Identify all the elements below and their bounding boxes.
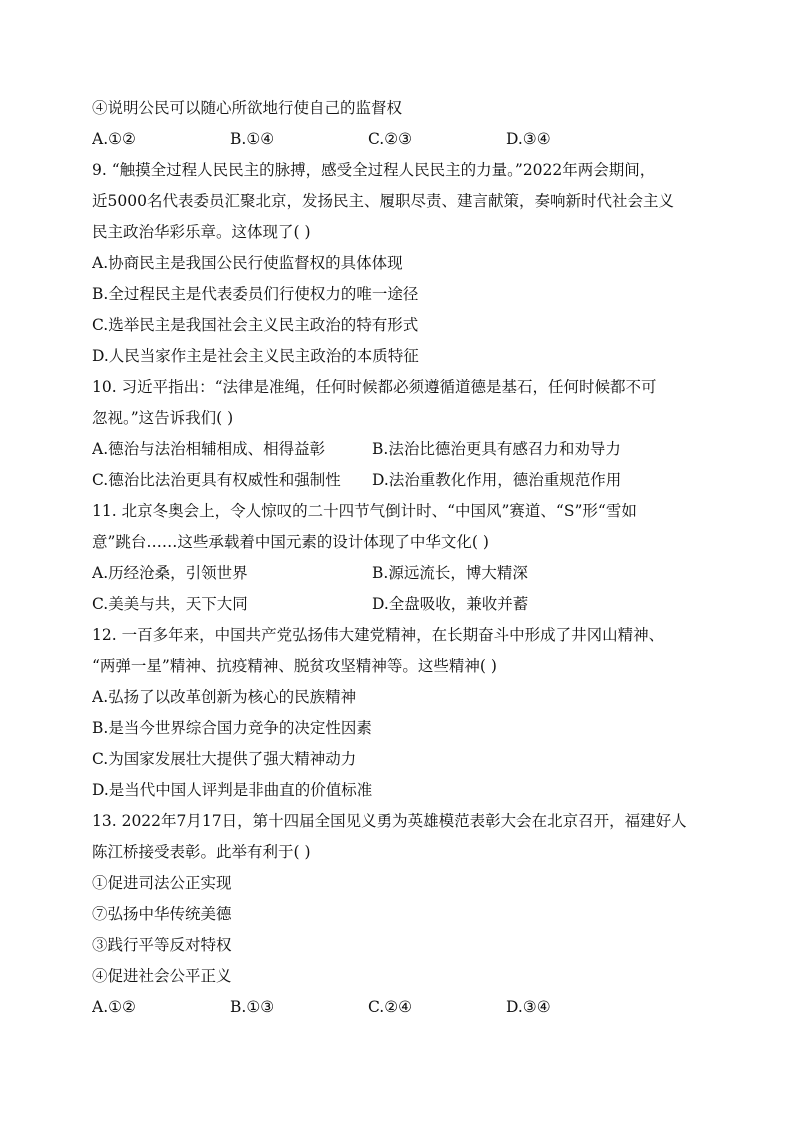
prev-options — [92, 124, 708, 155]
option-a: A.历经沧桑，引领世界 — [92, 564, 248, 582]
option-a: A.德治与法治相辅相成、相得益彰 — [92, 440, 326, 458]
statement-2: ⑦弘扬中华传统美德 — [92, 905, 232, 923]
question-9-line-3: 民主政治华彩乐章。这体现了( ) — [92, 223, 311, 241]
statement-4: ④说明公民可以随心所欲地行使自己的监督权 — [92, 99, 403, 117]
option-c: C.德治比法治更具有权威性和强制性 — [92, 471, 341, 489]
option-d: D.人民当家作主是社会主义民主政治的本质特征 — [92, 347, 419, 365]
option-d: D.法治重教化作用，德治重规范作用 — [372, 471, 622, 489]
question-9 — [92, 155, 708, 372]
option-a: A.①② — [92, 130, 136, 148]
question-13 — [92, 806, 708, 1023]
option-c: C.②④ — [368, 998, 413, 1016]
question-13-line-2: 陈江桥接受表彰。此举有利于( ) — [92, 843, 311, 861]
question-11-options-row-2 — [92, 589, 708, 620]
question-10 — [92, 372, 708, 496]
option-b: B.是当今世界综合国力竞争的决定性因素 — [92, 719, 372, 737]
option-b: B.①④ — [230, 130, 275, 148]
question-11-options-row-1 — [92, 558, 708, 589]
question-10-line-1: 10. 习近平指出：“法律是准绳，任何时候都必须遵循道德是基石，任何时候都不可 — [92, 378, 657, 396]
statement-3: ③践行平等反对特权 — [92, 936, 232, 954]
question-12 — [92, 620, 708, 806]
question-11 — [92, 496, 708, 620]
option-d: D.③④ — [506, 130, 551, 148]
option-a: A.①② — [92, 998, 136, 1016]
statement-4: ④促进社会公平正义 — [92, 967, 232, 985]
question-9-line-1: 9. “触摸全过程人民民主的脉搏，感受全过程人民民主的力量。”2022年两会期间， — [92, 161, 656, 179]
question-12-line-1: 12. 一百多年来，中国共产党弘扬伟大建党精神，在长期奋斗中形成了井冈山精神、 — [92, 626, 665, 644]
option-c: C.②③ — [368, 130, 413, 148]
question-11-line-2: 意”跳台……这些承载着中国元素的设计体现了中华文化( ) — [92, 533, 489, 551]
option-b: B.源远流长，博大精深 — [372, 564, 528, 582]
question-10-line-2: 忽视。”这告诉我们( ) — [92, 409, 234, 427]
question-10-options-row-1 — [92, 434, 708, 465]
option-c: C.为国家发展壮大提供了强大精神动力 — [92, 750, 357, 768]
question-10-options-row-2 — [92, 465, 708, 496]
question-11-line-1: 11. 北京冬奥会上，令人惊叹的二十四节气倒计时、“中国风”赛道、“S”形“雪如 — [92, 502, 637, 520]
question-12-line-2: “两弹一星”精神、抗疫精神、脱贫攻坚精神等。这些精神( ) — [92, 657, 497, 675]
option-d: D.是当代中国人评判是非曲直的价值标准 — [92, 781, 373, 799]
option-c: C.美美与共，天下大同 — [92, 595, 248, 613]
question-9-line-2: 近5000名代表委员汇聚北京，发扬民主、履职尽责、建言献策，奏响新时代社会主义 — [92, 192, 674, 210]
option-b: B.全过程民主是代表委员们行使权力的唯一途径 — [92, 285, 419, 303]
option-b: B.①③ — [230, 998, 275, 1016]
statement-1: ①促进司法公正实现 — [92, 874, 232, 892]
option-b: B.法治比德治更具有感召力和劝导力 — [372, 440, 621, 458]
question-13-line-1: 13. 2022年7月17日，第十四届全国见义勇为英雄模范表彰大会在北京召开，福建好人 — [92, 812, 687, 830]
option-a: A.协商民主是我国公民行使监督权的具体体现 — [92, 254, 403, 272]
option-a: A.弘扬了以改革创新为核心的民族精神 — [92, 688, 357, 706]
option-c: C.选举民主是我国社会主义民主政治的特有形式 — [92, 316, 419, 334]
question-13-options — [92, 992, 708, 1023]
page-content — [92, 93, 708, 1023]
option-d: D.③④ — [506, 998, 551, 1016]
option-d: D.全盘吸收，兼收并蓄 — [372, 595, 529, 613]
